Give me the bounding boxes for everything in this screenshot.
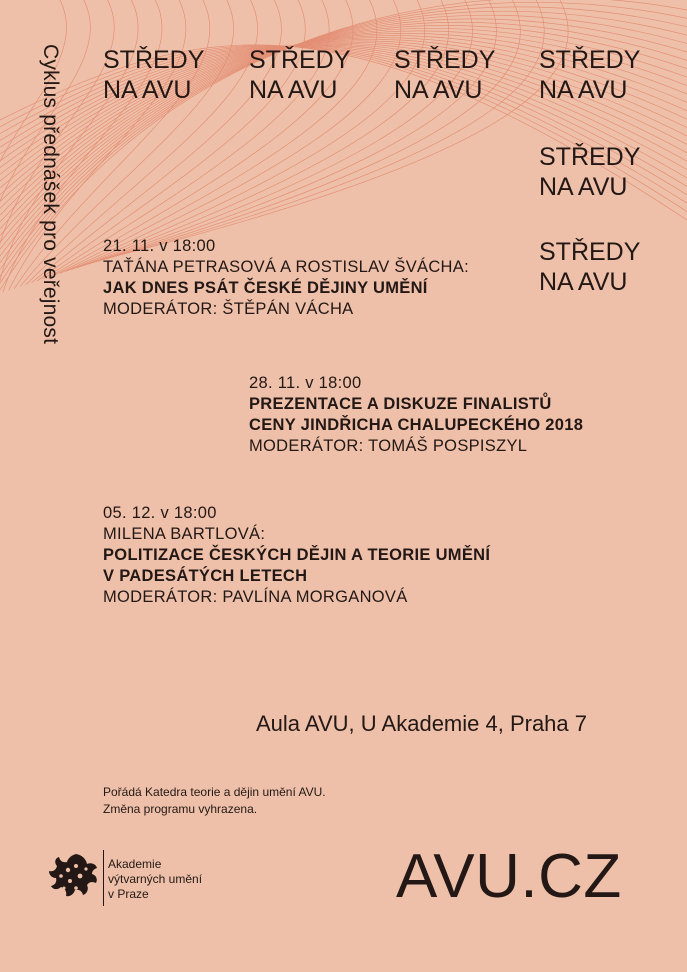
event-datetime: 21. 11. v 18:00 [103, 237, 216, 255]
vertical-series-title: Cyklus přednášek pro veřejnost [39, 44, 62, 345]
series-label-line2: NA AVU [539, 76, 628, 104]
event-1 [103, 236, 469, 320]
series-label-line2: NA AVU [539, 268, 628, 296]
series-label-line2: NA AVU [394, 76, 483, 104]
series-label-line1: STŘEDY [539, 46, 641, 74]
notes [103, 784, 326, 818]
series-label [539, 237, 640, 297]
logo-line: v Praze [108, 887, 149, 901]
logo-divider [103, 850, 104, 906]
series-label [103, 45, 204, 105]
event-moderator: MODERÁTOR: TOMÁŠ POSPISZYL [249, 437, 528, 455]
logo-line: výtvarných umění [108, 872, 203, 886]
event-title: PREZENTACE A DISKUZE FINALISTŮ [249, 395, 552, 413]
series-label-line1: STŘEDY [539, 238, 641, 266]
event-datetime: 28. 11. v 18:00 [249, 374, 362, 392]
event-title: JAK DNES PSÁT ČESKÉ DĚJINY UMĚNÍ [103, 279, 428, 297]
series-label-line1: STŘEDY [103, 46, 205, 74]
logo-wordmark [108, 857, 202, 902]
website-link[interactable]: AVU.CZ [396, 842, 622, 911]
event-speaker: TAŤÁNA PETRASOVÁ A ROSTISLAV ŠVÁCHA: [103, 258, 469, 276]
series-label-line2: NA AVU [249, 76, 338, 104]
event-title: POLITIZACE ČESKÝCH DĚJIN A TEORIE UMĚNÍ [103, 546, 491, 564]
event-3 [103, 503, 490, 608]
series-label [539, 142, 640, 202]
program-change-note: Změna programu vyhrazena. [103, 802, 258, 816]
logo-line: Akademie [108, 857, 162, 871]
event-title: CENY JINDŘICHA CHALUPECKÉHO 2018 [249, 416, 584, 434]
series-label-line2: NA AVU [103, 76, 192, 104]
series-label-line1: STŘEDY [249, 46, 351, 74]
series-label [249, 45, 350, 105]
series-label [394, 45, 495, 105]
event-moderator: MODERÁTOR: PAVLÍNA MORGANOVÁ [103, 588, 408, 606]
series-label-line2: NA AVU [539, 173, 628, 201]
series-label-line1: STŘEDY [394, 46, 496, 74]
event-moderator: MODERÁTOR: ŠTĚPÁN VÁCHA [103, 300, 354, 318]
event-datetime: 05. 12. v 18:00 [103, 504, 217, 522]
series-label-line1: STŘEDY [539, 143, 641, 171]
event-2 [249, 373, 583, 457]
organizer-note: Pořádá Katedra teorie a dějin umění AVU. [103, 785, 326, 799]
event-speaker: MILENA BARTLOVÁ: [103, 525, 266, 543]
venue: Aula AVU, U Akademie 4, Praha 7 [256, 711, 587, 736]
series-label [539, 45, 640, 105]
event-title: V PADESÁTÝCH LETECH [103, 567, 308, 585]
